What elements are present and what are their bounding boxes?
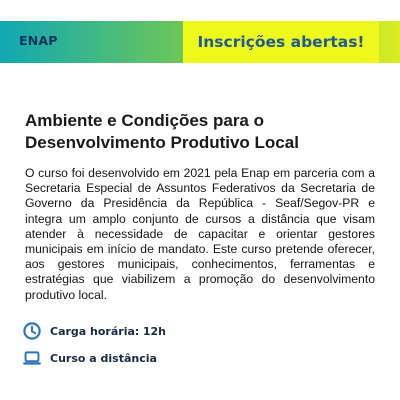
laptop-icon (22, 348, 42, 368)
course-title-line-2: Desenvolvimento Produtivo Local (25, 133, 299, 152)
enap-logo: ENAP (19, 33, 58, 48)
workload-row (22, 321, 166, 341)
registration-open-badge (183, 21, 379, 63)
workload-value: 12h (142, 324, 166, 338)
course-title (25, 110, 385, 154)
workload-text (50, 325, 166, 338)
clock-icon (22, 321, 42, 341)
course-description: O curso foi desenvolvido em 2021 pela Enap em parceria com a Secretaria Especial de Assuntos Federativos da Secretaria de Governo da Presidência da República - Seaf/Segov-PR e integra um amplo conjunto de cursos a distância que visam atender à necessidade de capacitar e orientar gestores municipais em início de mandato. Este curso pretende oferecer, aos gestores municipais, conhecimentos, ferramentas e estratégias que viabilizem a promoção do desenvolvimento produtivo local. (25, 166, 375, 302)
modality-row (22, 348, 157, 368)
badge-label: Inscrições abertas! (197, 33, 365, 51)
workload-label: Carga horária: (50, 324, 140, 338)
modality-label: Curso a distância (50, 351, 157, 365)
course-title-line-1: Ambiente e Condições para o (25, 111, 264, 130)
